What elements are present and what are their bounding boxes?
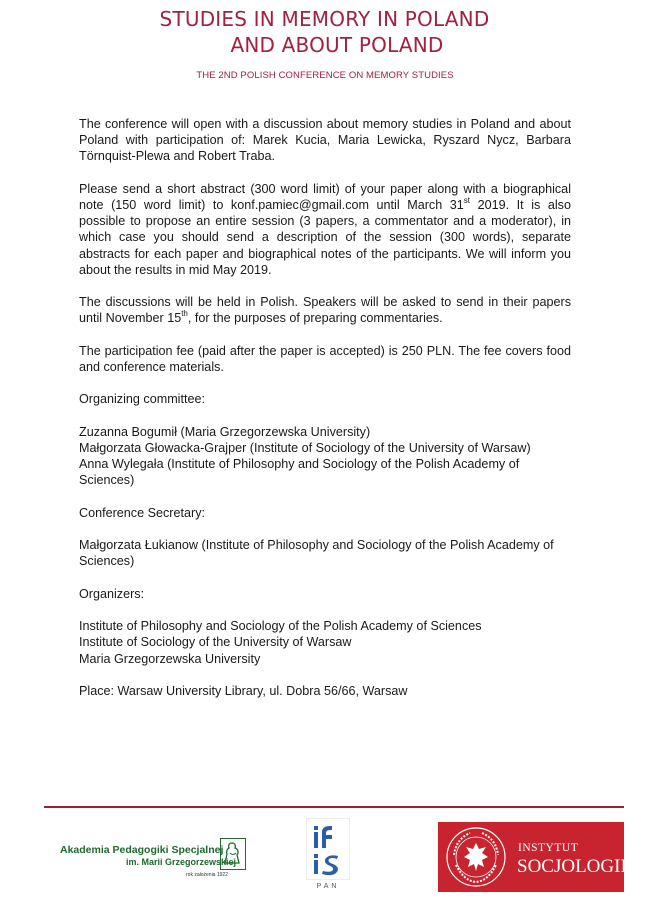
document-header [0, 6, 650, 81]
aps-founded: rok założenia 1922 [186, 872, 228, 878]
organizers-heading: Organizers: [79, 586, 145, 601]
soc-label-institute: INSTYTUT [518, 842, 579, 854]
soc-label-sociology: SOCJOLOGII [517, 856, 627, 877]
organizer: Institute of Sociology of the University of Warsaw [79, 635, 352, 650]
place-line: Place: Warsaw University Library, ul. Dobra 56/66, Warsaw [79, 683, 408, 698]
paragraph-fee: The participation fee (paid after the paper is accepted) is 250 PLN. The fee covers food and conference materials. [79, 343, 571, 374]
secretary-heading: Conference Secretary: [79, 505, 205, 520]
paragraph-discussions [79, 294, 571, 326]
paragraph-abstract-part1: Please send a short abstract (300 word limit) of your paper along with a biographical note (150 word limit) to konf.pamiec@gmail.com until March 31 [79, 181, 571, 212]
superscript-st: st [463, 195, 471, 205]
committee-member: Zuzanna Bogumił (Maria Grzegorzewska University) [79, 424, 371, 439]
paragraph-discussions-part1: The discussions will be held in Polish. Speakers will be asked to send in their papers until November 15 [79, 295, 571, 326]
committee-member: Małgorzata Głowacka-Grajper (Institute of Sociology of the University of Warsaw) [79, 440, 531, 455]
committee-heading: Organizing committee: [79, 392, 205, 407]
secretary-name: Małgorzata Łukianow (Institute of Philosophy and Sociology of the Polish Academy of Sciences) [79, 538, 554, 569]
ifis-mark-icon [306, 818, 350, 880]
title-line-1: STUDIES IN MEMORY IN POLAND [159, 7, 490, 31]
aps-name: Akademia Pedagogiki Specjalnej [60, 844, 224, 856]
institute-sociology-logo [438, 822, 627, 892]
subtitle: THE 2ND POLISH CONFERENCE ON MEMORY STUDIES [196, 70, 454, 81]
ifis-pan-label: PAN [316, 883, 340, 890]
organizer: Institute of Philosophy and Sociology of the Polish Academy of Sciences [79, 619, 482, 634]
aps-patron: im. Marii Grzegorzewskiej [126, 857, 237, 867]
aps-emblem-icon [220, 838, 246, 870]
university-warsaw-seal-icon [444, 825, 508, 889]
paragraph-abstract-part2: 2019. It is also possible to propose an entire session (3 papers, a commentator and a moderator), in which case you should send a description of the session (300 words), separate abstracts for each paper and biographical notes of the participants. We will inform you about the results in mid May 2019. [79, 198, 571, 277]
organizer: Maria Grzegorzewska University [79, 651, 261, 666]
paragraph-abstract [79, 181, 571, 278]
committee-list [79, 424, 571, 489]
superscript-th: th [181, 309, 188, 319]
paragraph-discussions-part2: , for the purposes of preparing commentaries. [187, 311, 443, 326]
committee-member: Anna Wylegała (Institute of Philosophy and Sociology of the Polish Academy of Sciences) [79, 457, 520, 488]
ifis-pan-logo [306, 818, 350, 896]
aps-logo [60, 838, 246, 880]
document-body [79, 116, 571, 715]
organizers-list [79, 618, 571, 667]
paragraph-opening: The conference will open with a discussion about memory studies in Poland and about Poland with participation of: Marek Kucia, Maria Lewicka, Ryszard Nycz, Barbara Törnquist-Plewa and Robert Traba. [79, 117, 571, 164]
title-line-2: AND ABOUT POLAND [230, 33, 444, 57]
footer-divider [44, 806, 624, 808]
